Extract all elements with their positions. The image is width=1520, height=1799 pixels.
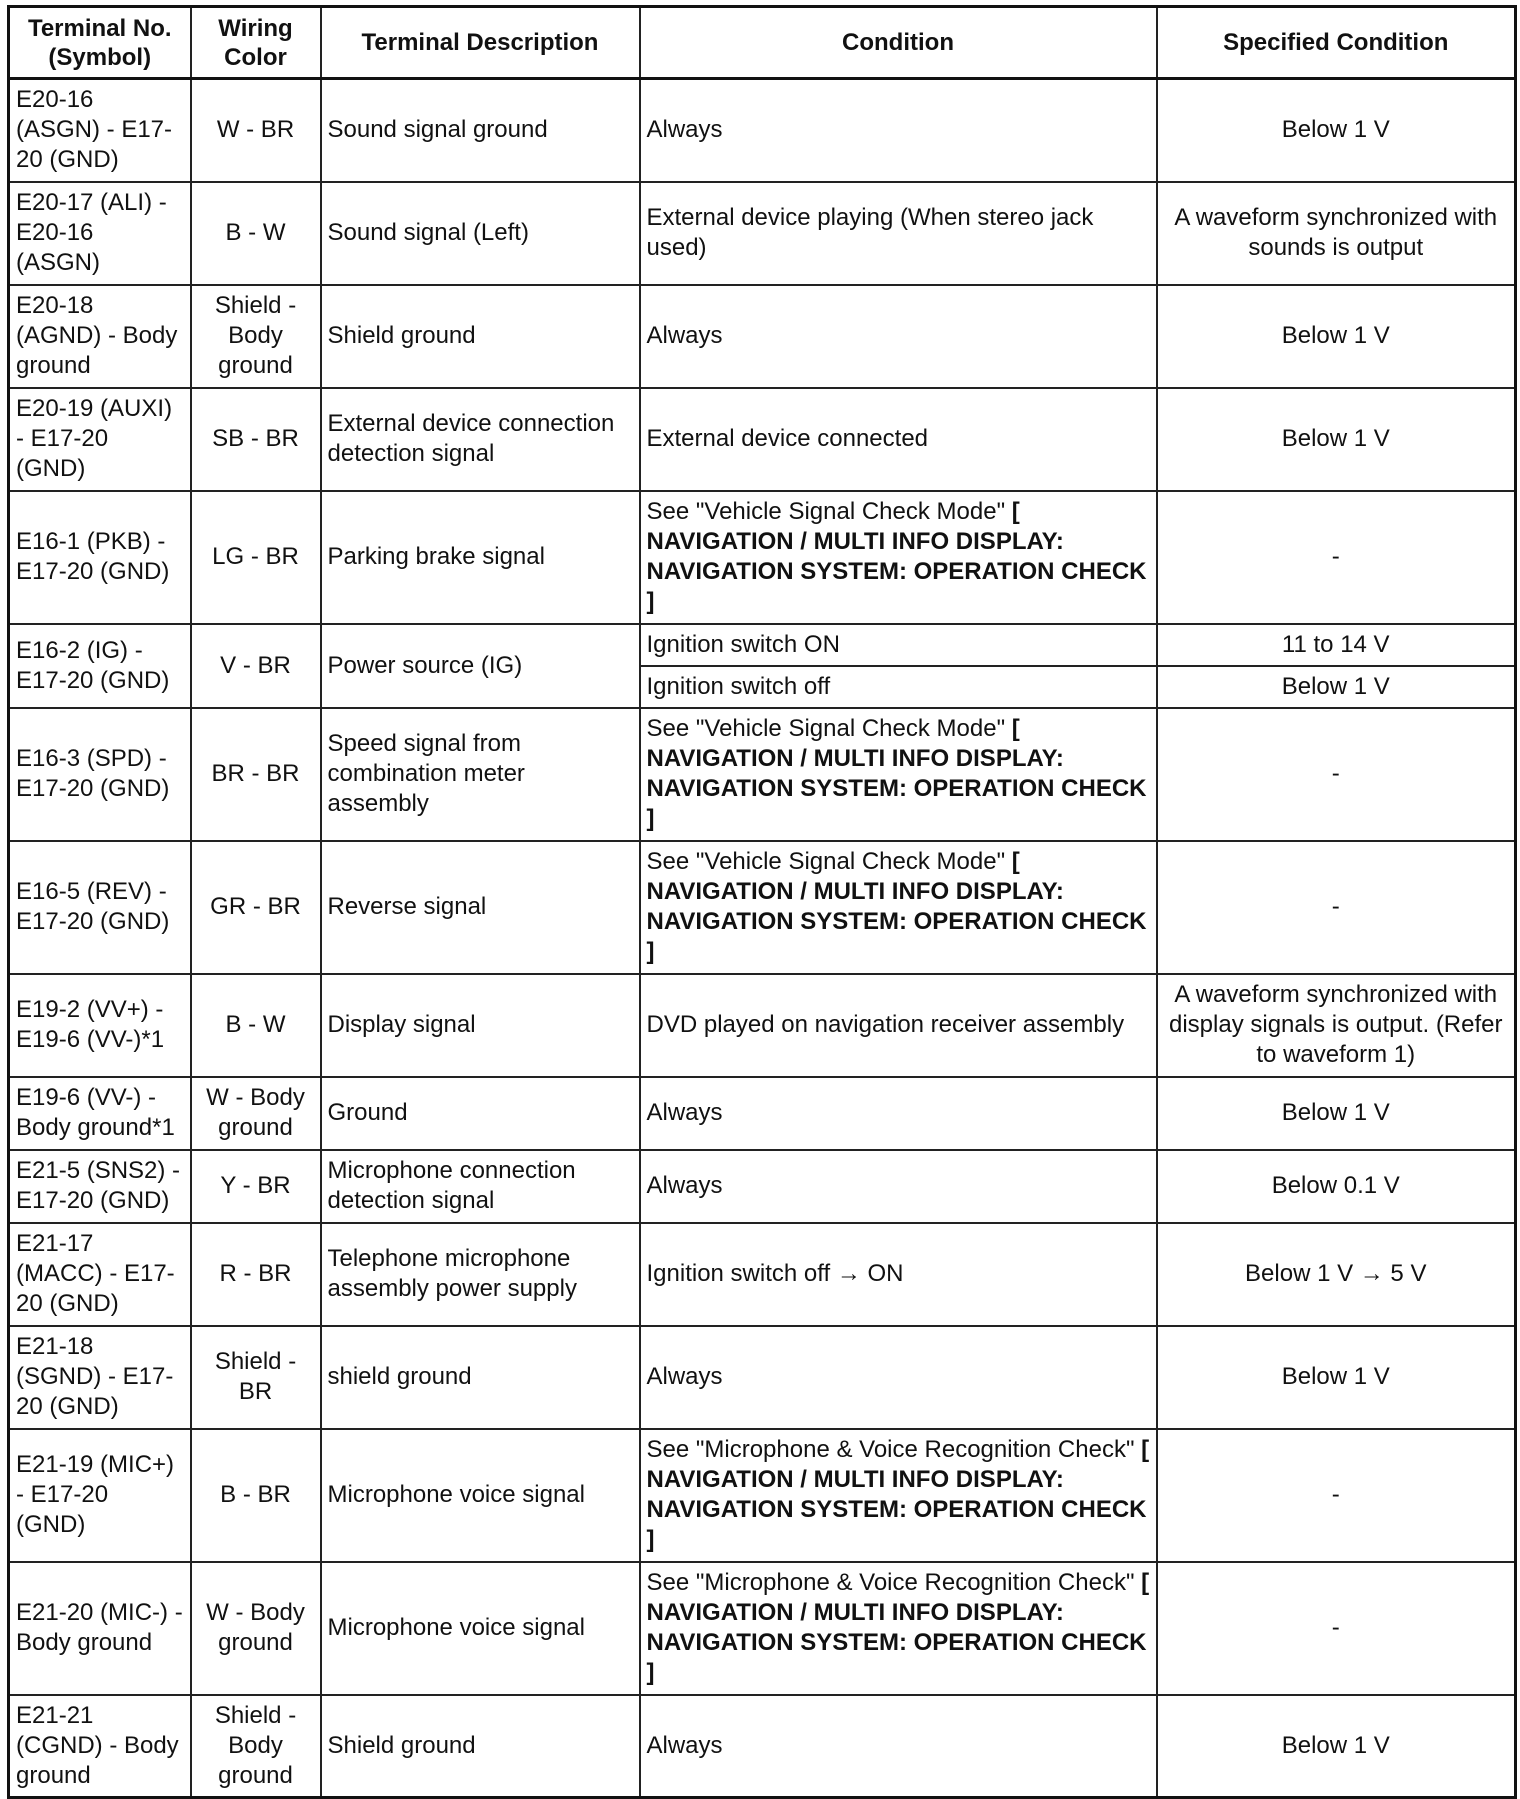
terminal-cell: E21-20 (MIC-) - Body ground [9,1562,191,1695]
condition-cell [640,1429,1157,1562]
header-terminal-description: Terminal Description [321,7,640,79]
wiring-color-cell: Shield - Body ground [191,1695,321,1798]
header-row [9,7,1516,79]
condition-cell: Always [640,1326,1157,1429]
terminal-cell: E21-21 (CGND) - Body ground [9,1695,191,1798]
wiring-color-cell: GR - BR [191,841,321,974]
header-wiring-color: Wiring Color [191,7,321,79]
table-row [9,1077,1516,1150]
table-row [9,841,1516,974]
table-row [9,1223,1516,1326]
description-cell: Microphone voice signal [321,1429,640,1562]
table-row [9,182,1516,285]
condition-text: See "Vehicle Signal Check Mode" [646,498,1006,525]
terminal-cell: E16-5 (REV) - E17-20 (GND) [9,841,191,974]
condition-cell: Always [640,1077,1157,1150]
table-row [9,1429,1516,1562]
wiring-color-cell: B - BR [191,1429,321,1562]
table-row [9,491,1516,624]
terminal-cell: E19-2 (VV+) - E19-6 (VV-)*1 [9,974,191,1077]
specified-condition-cell: Below 1 V [1157,285,1516,388]
condition-cell: Always [640,79,1157,182]
description-cell: Sound signal (Left) [321,182,640,285]
specified-condition-cell: A waveform synchronized with display signals is output. (Refer to waveform 1) [1157,974,1516,1077]
table-row [9,285,1516,388]
terminal-cell: E20-18 (AGND) - Body ground [9,285,191,388]
terminal-cell: E20-16 (ASGN) - E17-20 (GND) [9,79,191,182]
wiring-color-cell: Y - BR [191,1150,321,1223]
specified-condition-cell: Below 0.1 V [1157,1150,1516,1223]
operation-check-link[interactable]: [ NAVIGATION / MULTI INFO DISPLAY: NAVIGATION SYSTEM: OPERATION CHECK ] [646,1436,1150,1553]
specified-condition-cell: - [1157,491,1516,624]
description-cell: Shield ground [321,285,640,388]
description-cell: Microphone connection detection signal [321,1150,640,1223]
operation-check-link[interactable]: [ NAVIGATION / MULTI INFO DISPLAY: NAVIGATION SYSTEM: OPERATION CHECK ] [646,1569,1150,1686]
specified-condition-cell: Below 1 V [1157,1326,1516,1429]
wiring-color-cell: Shield - BR [191,1326,321,1429]
wiring-color-cell: R - BR [191,1223,321,1326]
description-cell: Sound signal ground [321,79,640,182]
condition-cell: Ignition switch ON [640,624,1157,666]
wiring-color-cell: V - BR [191,624,321,708]
description-cell: Ground [321,1077,640,1150]
specified-condition-cell: Below 1 V → 5 V [1157,1223,1516,1326]
table-row [9,388,1516,491]
description-cell: Microphone voice signal [321,1562,640,1695]
table-row [9,1150,1516,1223]
condition-text: See "Microphone & Voice Recognition Check" [646,1569,1135,1596]
table-row [9,708,1516,841]
terminal-cell: E16-2 (IG) - E17-20 (GND) [9,624,191,708]
terminal-cell: E21-5 (SNS2) - E17-20 (GND) [9,1150,191,1223]
description-cell: Shield ground [321,1695,640,1798]
terminal-cell: E19-6 (VV-) - Body ground*1 [9,1077,191,1150]
condition-text: See "Microphone & Voice Recognition Check" [646,1436,1135,1463]
wiring-color-cell: LG - BR [191,491,321,624]
operation-check-link[interactable]: [ NAVIGATION / MULTI INFO DISPLAY: NAVIGATION SYSTEM: OPERATION CHECK ] [646,848,1147,965]
wiring-color-cell: SB - BR [191,388,321,491]
condition-cell: Always [640,285,1157,388]
description-cell: shield ground [321,1326,640,1429]
table-row [9,624,1516,666]
description-cell: Telephone microphone assembly power supply [321,1223,640,1326]
terminal-cell: E21-17 (MACC) - E17-20 (GND) [9,1223,191,1326]
table-row [9,1562,1516,1695]
specified-condition-cell: A waveform synchronized with sounds is output [1157,182,1516,285]
description-cell: Power source (IG) [321,624,640,708]
condition-text: See "Vehicle Signal Check Mode" [646,715,1006,742]
wiring-color-cell: Shield - Body ground [191,285,321,388]
condition-cell [640,491,1157,624]
specified-condition-cell: Below 1 V [1157,666,1516,708]
condition-text: See "Vehicle Signal Check Mode" [646,848,1006,875]
operation-check-link[interactable]: [ NAVIGATION / MULTI INFO DISPLAY: NAVIGATION SYSTEM: OPERATION CHECK ] [646,715,1147,832]
specified-condition-cell: - [1157,1429,1516,1562]
specified-condition-cell: - [1157,841,1516,974]
terminal-cell: E21-18 (SGND) - E17-20 (GND) [9,1326,191,1429]
specified-condition-cell: 11 to 14 V [1157,624,1516,666]
table-row [9,79,1516,182]
description-cell: Parking brake signal [321,491,640,624]
header-specified-condition: Specified Condition [1157,7,1516,79]
condition-cell [640,841,1157,974]
terminal-cell: E21-19 (MIC+) - E17-20 (GND) [9,1429,191,1562]
wiring-color-cell: W - Body ground [191,1562,321,1695]
condition-cell: External device playing (When stereo jack used) [640,182,1157,285]
description-cell: Reverse signal [321,841,640,974]
specified-condition-cell: - [1157,708,1516,841]
description-cell: Speed signal from combination meter assembly [321,708,640,841]
condition-cell [640,1562,1157,1695]
table-row [9,1326,1516,1429]
terminal-cell: E20-17 (ALI) - E20-16 (ASGN) [9,182,191,285]
wiring-color-cell: W - BR [191,79,321,182]
description-cell: External device connection detection signal [321,388,640,491]
condition-cell: Ignition switch off [640,666,1157,708]
table-row [9,1695,1516,1798]
specified-condition-cell: Below 1 V [1157,388,1516,491]
terminal-cell: E16-3 (SPD) - E17-20 (GND) [9,708,191,841]
terminal-inspection-table [7,5,1517,1799]
header-condition: Condition [640,7,1157,79]
terminal-cell: E20-19 (AUXI) - E17-20 (GND) [9,388,191,491]
wiring-color-cell: B - W [191,974,321,1077]
condition-cell: Ignition switch off → ON [640,1223,1157,1326]
specified-condition-cell: - [1157,1562,1516,1695]
condition-cell: Always [640,1150,1157,1223]
wiring-color-cell: W - Body ground [191,1077,321,1150]
terminal-cell: E16-1 (PKB) - E17-20 (GND) [9,491,191,624]
header-terminal: Terminal No. (Symbol) [9,7,191,79]
condition-cell [640,708,1157,841]
specified-condition-cell: Below 1 V [1157,1695,1516,1798]
wiring-color-cell: BR - BR [191,708,321,841]
specified-condition-cell: Below 1 V [1157,1077,1516,1150]
description-cell: Display signal [321,974,640,1077]
condition-cell: DVD played on navigation receiver assembly [640,974,1157,1077]
condition-cell: External device connected [640,388,1157,491]
specified-condition-cell: Below 1 V [1157,79,1516,182]
table-row [9,974,1516,1077]
condition-cell: Always [640,1695,1157,1798]
wiring-color-cell: B - W [191,182,321,285]
operation-check-link[interactable]: [ NAVIGATION / MULTI INFO DISPLAY: NAVIGATION SYSTEM: OPERATION CHECK ] [646,498,1147,615]
